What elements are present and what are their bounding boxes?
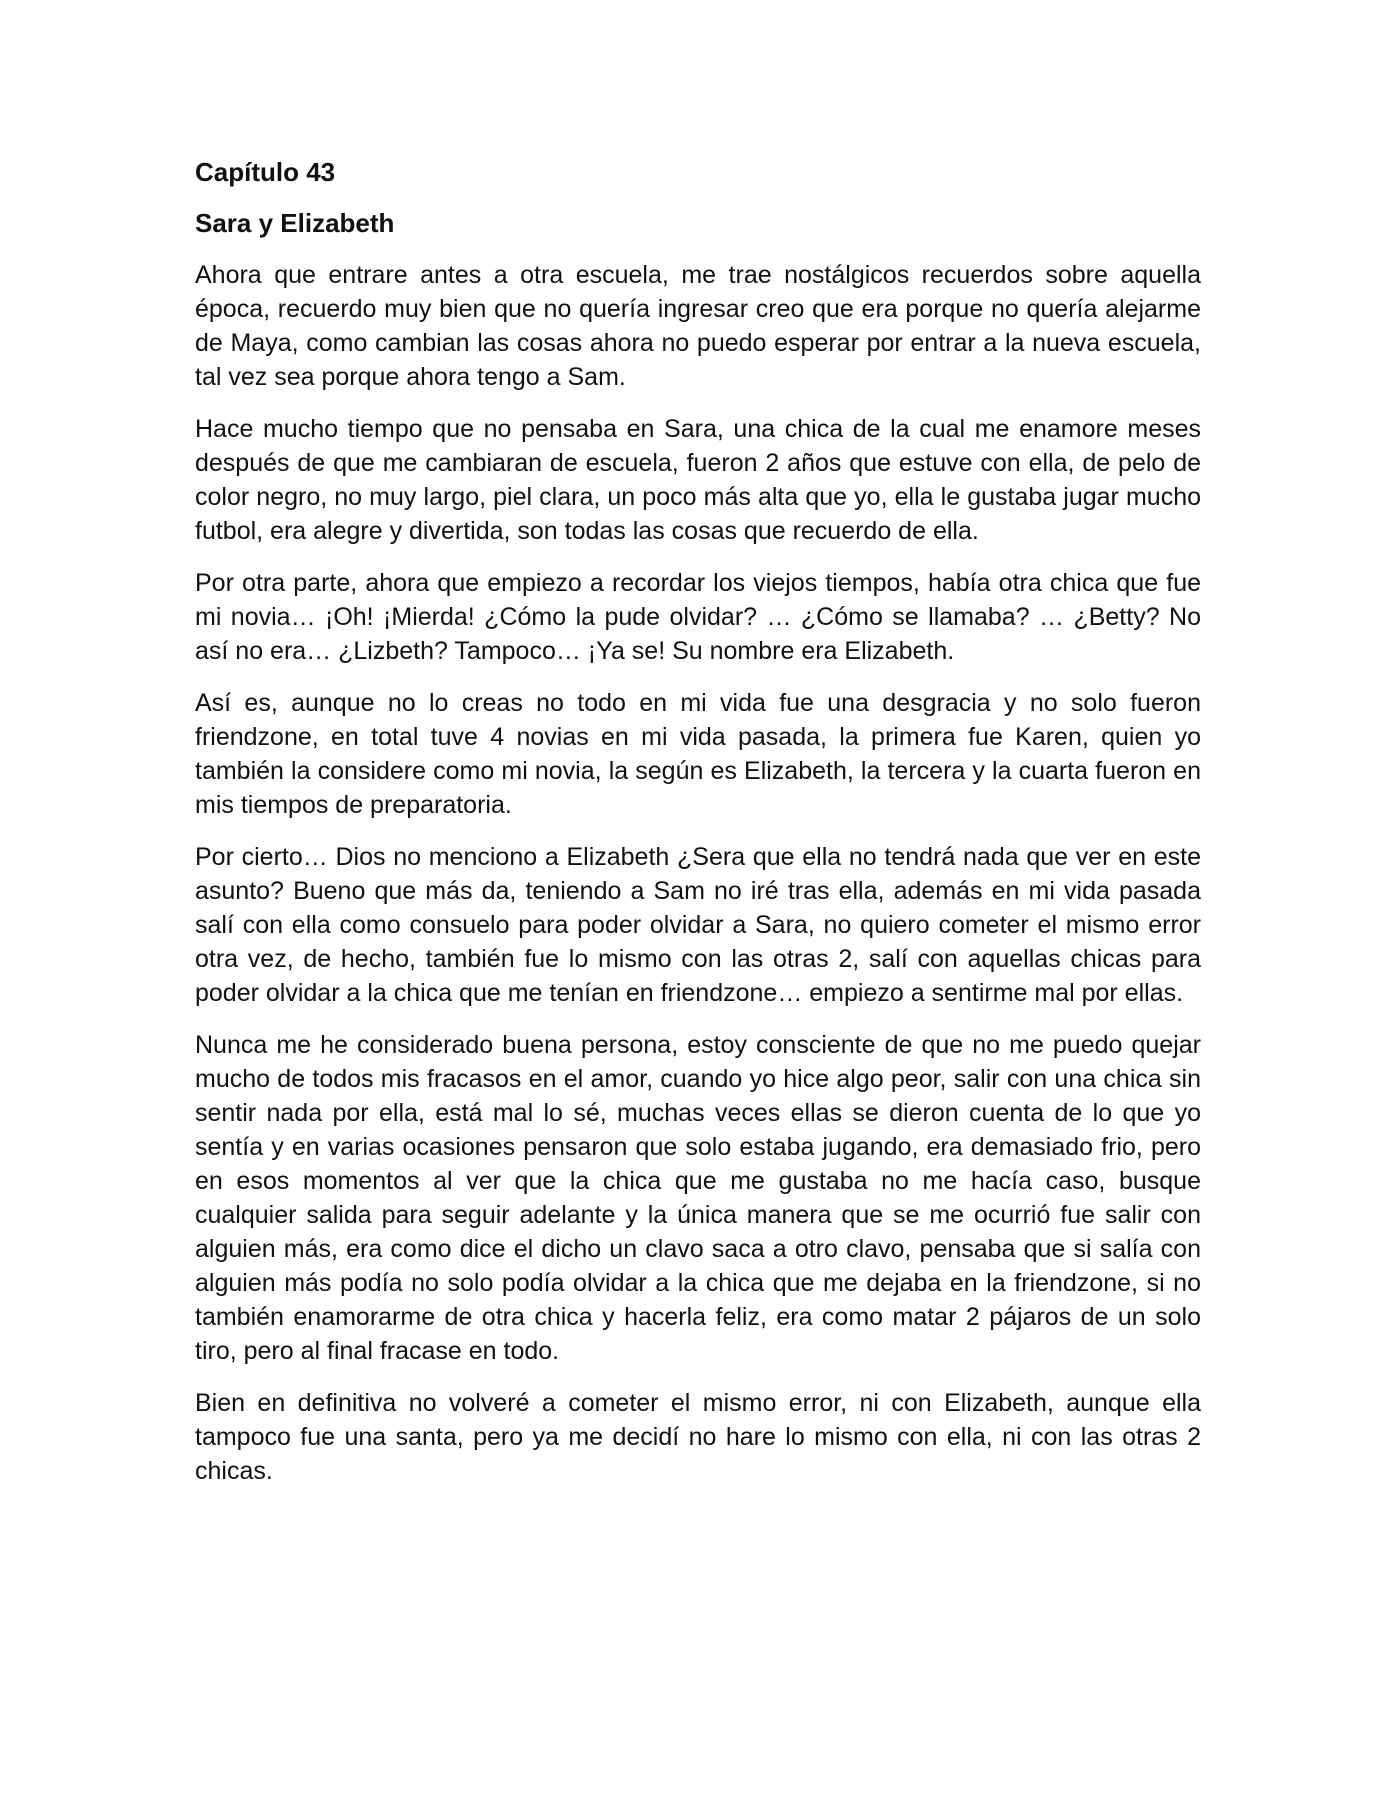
paragraph-3: Por otra parte, ahora que empiezo a recordar los viejos tiempos, había otra chica que fue mi novia… ¡Oh! ¡Mierda! ¿Cómo la pude olvidar? … ¿Cómo se llamaba? … ¿Betty? No así no era… ¿Lizbeth? Tampoco… ¡Ya se! Su nombre era Elizabeth.: [195, 569, 1201, 665]
paragraph-5: Por cierto… Dios no menciono a Elizabeth ¿Sera que ella no tendrá nada que ver en este asunto? Bueno que más da, teniendo a Sam no iré tras ella, además en mi vida pasada salí con ella como consuelo para poder olvidar a Sara, no quiero cometer el mismo error otra vez, de hecho, también fue lo mismo con las otras 2, salí con aquellas chicas para poder olvidar a la chica que me tenían en friendzone… empiezo a sentirme mal por ellas.: [195, 843, 1201, 1007]
paragraph-4: Así es, aunque no lo creas no todo en mi vida fue una desgracia y no solo fueron friendzone, en total tuve 4 novias en mi vida pasada, la primera fue Karen, quien yo también la considere como mi novia, la según es Elizabeth, la tercera y la cuarta fueron en mis tiempos de preparatoria.: [195, 689, 1201, 819]
chapter-title: Capítulo 43: [195, 157, 336, 187]
paragraph-2: Hace mucho tiempo que no pensaba en Sara, una chica de la cual me enamore meses después de que me cambiaran de escuela, fueron 2 años que estuve con ella, de pelo de color negro, no muy largo, piel clara, un poco más alta que yo, ella le gustaba jugar mucho futbol, era alegre y divertida, son todas las cosas que recuerdo de ella.: [195, 415, 1201, 545]
paragraph-1: Ahora que entrare antes a otra escuela, me trae nostálgicos recuerdos sobre aquella época, recuerdo muy bien que no quería ingresar creo que era porque no quería alejarme de Maya, como cambian las cosas ahora no puedo esperar por entrar a la nueva escuela, tal vez sea porque ahora tengo a Sam.: [195, 261, 1201, 391]
chapter-subtitle: Sara y Elizabeth: [195, 208, 395, 238]
paragraph-7: Bien en definitiva no volveré a cometer el mismo error, ni con Elizabeth, aunque ella tampoco fue una santa, pero ya me decidí no hare lo mismo con ella, ni con las otras 2 chicas.: [195, 1389, 1201, 1485]
paragraph-6: Nunca me he considerado buena persona, estoy consciente de que no me puedo quejar mucho de todos mis fracasos en el amor, cuando yo hice algo peor, salir con una chica sin sentir nada por ella, está mal lo sé, muchas veces ellas se dieron cuenta de lo que yo sentía y en varias ocasiones pensaron que solo estaba jugando, era demasiado frio, pero en esos momentos al ver que la chica que me gustaba no me hacía caso, busque cualquier salida para seguir adelante y la única manera que se me ocurrió fue salir con alguien más, era como dice el dicho un clavo saca a otro clavo, pensaba que si salía con alguien más podía no solo podía olvidar a la chica que me dejaba en la friendzone, si no también enamorarme de otra chica y hacerla feliz, era como matar 2 pájaros de un solo tiro, pero al final fracase en todo.: [195, 1031, 1201, 1365]
document-page: [195, 155, 1201, 1506]
